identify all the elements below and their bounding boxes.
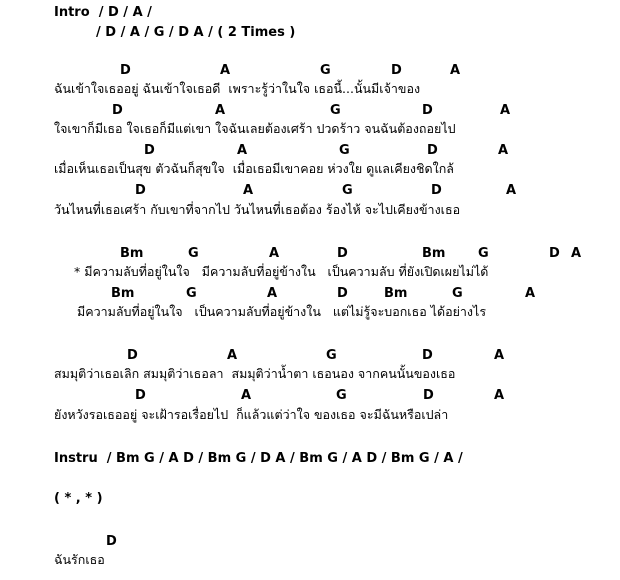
lyric-line: ใจเขาก็มีเธอ ใจเธอก็มีแต่เขา ใจฉันเลยต้องเศร้า ปวดร้าว จนฉันต้องถอยไป [54, 121, 456, 136]
chord: D [135, 388, 146, 403]
chord: A [269, 246, 280, 261]
intro-line-1: Intro / D / A / [54, 5, 152, 20]
chord: G [188, 246, 199, 261]
lyric-line: มีความลับที่อยู่ในใจ เป็นความลับที่อยู่ข้างใน แต่ไม่รู้จะบอกเธอ ได้อย่างไร [77, 304, 487, 319]
chord: G [326, 348, 337, 363]
repeat-marker: ( * , * ) [54, 491, 103, 506]
chord: G [342, 183, 353, 198]
lyric-line: ฉันเข้าใจเธออยู่ ฉันเข้าใจเธอดี เพราะรู้ว่าในใจ เธอนี้...นั้นมีเจ้าของ [54, 81, 421, 96]
chord: G [186, 286, 197, 301]
chord: A [243, 183, 254, 198]
chord: D [135, 183, 146, 198]
chord: D [391, 63, 402, 78]
chord: D [144, 143, 155, 158]
chord: D [422, 103, 433, 118]
chord: D [337, 286, 348, 301]
lyric-line: * มีความลับที่อยู่ในใจ มีความลับที่อยู่ข้างใน เป็นความลับ ที่ยังเปิดเผยไม่ได้ [74, 264, 489, 279]
chord: D [120, 63, 131, 78]
ending-lyric: ฉันรักเธอ [54, 552, 105, 567]
chord: Bm [384, 286, 408, 301]
chord: A [571, 246, 582, 261]
chord: A [498, 143, 509, 158]
lyric-line: ยังหวังรอเธออยู่ จะเฝ้ารอเรื่อยไป ก็แล้วแต่ว่าใจ ของเธอ จะมีฉันหรือเปล่า [54, 407, 449, 422]
lyric-line: วันไหนที่เธอเศร้า กับเขาที่จากไป วันไหนที่เธอต้อง ร้องไห้ จะไปเคียงข้างเธอ [54, 202, 461, 217]
chord: G [336, 388, 347, 403]
chord: G [452, 286, 463, 301]
chord: A [267, 286, 278, 301]
chord: D [431, 183, 442, 198]
chord: A [494, 348, 505, 363]
chord: A [506, 183, 517, 198]
chord: G [478, 246, 489, 261]
chord: D [112, 103, 123, 118]
chord: A [500, 103, 511, 118]
chord: D [549, 246, 560, 261]
lyric-line: สมมุติว่าเธอเลิก สมมุติว่าเธอลา สมมุติว่าน้ำตา เธอนอง จากคนนั้นของเธอ [54, 366, 456, 381]
chord: A [241, 388, 252, 403]
chord: D [423, 388, 434, 403]
chord: Bm [120, 246, 144, 261]
intro-line-2: / D / A / G / D A / ( 2 Times ) [96, 25, 296, 40]
chord: D [427, 143, 438, 158]
chord: D [337, 246, 348, 261]
chord: A [227, 348, 238, 363]
chord: G [339, 143, 350, 158]
chord: D [422, 348, 433, 363]
chord: A [450, 63, 461, 78]
chord: Bm [422, 246, 446, 261]
chord: A [494, 388, 505, 403]
chord: G [320, 63, 331, 78]
chord: A [215, 103, 226, 118]
lyric-line: เมื่อเห็นเธอเป็นสุข ตัวฉันก็สุขใจ เมื่อเธอมีเขาคอย ห่วงใย ดูแลเคียงชิดใกล้ [54, 161, 454, 176]
chord: A [237, 143, 248, 158]
chord: A [525, 286, 536, 301]
chord: A [220, 63, 231, 78]
chord: D [106, 534, 117, 549]
chord: D [127, 348, 138, 363]
instrumental-line: Instru / Bm G / A D / Bm G / D A / Bm G / A D / Bm G / A / [54, 451, 463, 466]
chord: Bm [111, 286, 135, 301]
chord: G [330, 103, 341, 118]
